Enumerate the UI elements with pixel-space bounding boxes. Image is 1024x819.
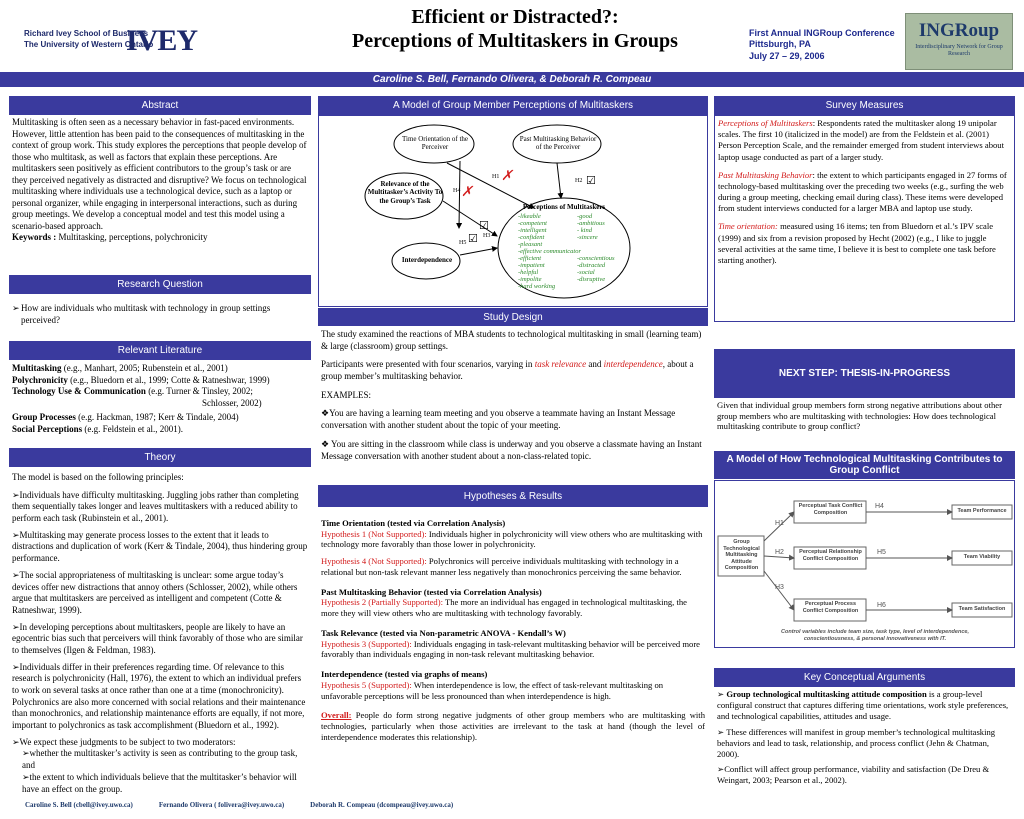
traits-right: [577, 213, 615, 290]
h2-arrow: [764, 556, 794, 558]
next-step-body: Given that individual group members form strong negative attributions about other group members who are multitasking with technologies: How does technological multitasking contribute to group conflict?: [717, 400, 1002, 432]
trait-item: -likeable: [518, 213, 541, 220]
abstract-heading: Abstract: [9, 96, 311, 115]
hypothesis-item: Hypothesis 3 (Supported): Individuals engaging in task-relevant multitasking behavior will be perceived more favorably than individuals engaging in non-task relevant multitasking behavior.: [321, 638, 700, 660]
literature-item: Social Perceptions (e.g. Feldstein et al., 2001).: [12, 423, 184, 434]
arrow-bullet-icon: ➢: [717, 689, 727, 699]
theory-heading: Theory: [9, 448, 311, 467]
hypotheses-heading: Hypotheses & Results: [318, 485, 708, 507]
h5-arrow: [460, 248, 497, 255]
arrow-bullet-icon: ➢: [12, 489, 20, 500]
theory-subpoint: ➢the extent to which individuals believe that the multitasker’s behavior will have an effect on the group.: [22, 771, 297, 794]
h2-label: H2: [775, 549, 784, 556]
conference-info: First Annual INGRoup Conference Pittsburgh, PA July 27 – 29, 2006: [749, 28, 895, 61]
key-args-heading: Key Conceptual Arguments: [714, 668, 1015, 687]
h1-label: H1: [775, 520, 784, 527]
team-performance-label: Team Performance: [957, 508, 1007, 514]
trait-item: -hard working: [518, 283, 556, 291]
literature-heading: Relevant Literature: [9, 341, 311, 360]
interdependence-label: Interdependence: [401, 256, 453, 264]
conflict-model-diagram: [714, 480, 1015, 648]
team-satisfaction-label: Team Satisfaction: [958, 606, 1006, 612]
trait-item: -disruptive: [577, 276, 606, 284]
hypothesis-item: Hypothesis 5 (Supported): When interdependence is low, the effect of task-relevant multitasking on unfavorable perceptions will be less pronounced than when interdependence is high.: [321, 679, 664, 701]
arrow-bullet-icon: ➢: [12, 661, 20, 672]
footer-contact-compeau[interactable]: Deborah R. Compeau (dcompeau@ivey.uwo.ca): [310, 801, 454, 809]
h3-arrow: [443, 201, 497, 236]
hypothesis-section-title: Time Orientation (tested via Correlation Analysis): [321, 518, 506, 528]
trait-item: - kind: [577, 227, 592, 235]
conflict-model-heading: A Model of How Technological Multitasking Contributes to Group Conflict: [714, 451, 1015, 479]
relevance-label: Relevance of the Multitasker’s Activity To the Group’s Task: [367, 180, 443, 205]
arrow-bullet-icon: ➢: [12, 621, 20, 632]
theory-point: ➢The social appropriateness of multitasking is unclear: some argue today’s devices offer new distractions that annoy others (Schlosser, 2002), while others argue that multitaskers are perceived as intelligent and competent (Cotte & Ratneshwar, 1999).: [12, 569, 298, 615]
team-viability-label: Team Viability: [963, 554, 1001, 560]
poster-title: Efficient or Distracted?: Perceptions of Multitaskers in Groups: [352, 6, 678, 53]
h5-label: H5: [877, 549, 886, 556]
perceptions-label: Perceptions of Multitaskers: [522, 203, 606, 211]
literature-item: Technology Use & Communication (e.g. Turner & Tinsley, 2002;: [12, 386, 253, 397]
literature-body: [9, 361, 311, 437]
supported-check-icon: ☑: [479, 219, 489, 232]
model-heading: A Model of Group Member Perceptions of Multitaskers: [318, 96, 708, 115]
supported-check-icon: ☑: [586, 174, 596, 187]
ingroup-logo: INGRoup Interdisciplinary Network for Group Research: [905, 13, 1013, 70]
research-question-heading: Research Question: [9, 275, 311, 294]
trait-item: [577, 248, 615, 255]
trait-item: -conscientious: [577, 255, 615, 263]
theory-point: ➢Individuals differ in their preferences regarding time. Of relevance to this research is polychronicity (Hall, 1976), the extent to which an individual prefers to work on several tasks at once rather than one at a time (monochronicity). Polychronics are also more concerned with social relations and their maintenance than monochronics, and relationship maintenance efforts are equally, if not more, important to polychronics as task accomplishment (Bluedorn et al., 1992).: [12, 661, 306, 731]
h1-label: H1: [492, 174, 500, 180]
abstract-body: Multitasking is often seen as a necessary behavior in fast-paced environments. However, little attention has been paid to the consequences of multitasking in the context of group work. This study explores the perceptions that people develop of those who multitask, as well as factors that explain these perceptions. Are multitaskers seen positively as efficient contributors to the group’s task or are they perceived negatively as distracted and disruptive? We focus on technological multitasking where individuals use a technological device, such as a laptop or personal organizer, while engaging in interpersonal interactions, such as during group meetings. We develop a conceptual model and test this model using a scenario-based approach. Keywords : Multitasking, perceptions, polychronicity: [12, 117, 307, 243]
trait-item: -pleasant: [518, 241, 543, 249]
trait-item: -effective communicator: [518, 248, 581, 256]
ivey-logo: IVEY: [126, 24, 198, 57]
arrow-bullet-icon: ➢: [12, 569, 20, 580]
footer-contact-bell[interactable]: Caroline S. Bell (cbell@ivey.uwo.ca): [25, 801, 133, 809]
theory-body: The model is based on the following principles: ➢Individuals have difficulty multitasking. Juggling jobs rather than completing them sequentially takes longer and leaves multitaskers with a reduced ability to perform each task (Rubinstein et al., 2001). ➢Multitasking may generate process losses to the extent that it leads to distractions and duplication of work (Kerr & Tindale, 2004), thus hindering group performance. ➢The social appropriateness of multitasking is unclear: some argue today’s devices offer new distractions that annoy others (Schlosser, 2002), while others argue that multitaskers are perceived as intelligent and competent (Cotte & Ratneshwar, 1999). ➢In developing perceptions about multitaskers, people are likely to have an egocentric bias such that perceivers will think favorably of those who are similar to themselves (Ilgen & Feldman, 1983). ➢Individuals differ in their preferences regarding time. Of relevance to this research is polychronicity (Hall, 1976), the extent to which an individual prefers to work on several tasks at once rather than one at a time (monochronicity). Polychronics are also more concerned with social relations and their maintenance than monochronics, and relationship maintenance efforts are equally, if not more, important to polychronics as task accomplishment (Bluedorn et al., 1992). ➢We expect these judgments to be subject to two moderators: ➢whether the multitasker’s activity is seen as contributing to the group task, and ➢the extent to which individuals believe that the multitasker’s behavior will have an effect on the group.: [12, 472, 308, 794]
literature-item: Group Processes (e.g. Hackman, 1987; Kerr & Tindale, 2004): [12, 412, 239, 423]
literature-item: Multitasking (e.g., Manhart, 2005; Rubenstein et al., 2001): [12, 363, 228, 373]
arrow-bullet-icon: ➢: [22, 771, 30, 782]
research-question-body: ➢ How are individuals who multitask with technology in group settings perceived?: [12, 303, 271, 325]
theory-point: ➢In developing perceptions about multitaskers, people are likely to have an egocentric bias such that perceivers will think favorably of those who are similar to themselves (Ilgen & Feldman, 1983).: [12, 621, 303, 655]
trait-item: -good: [577, 213, 593, 220]
trait-item: -distracted: [577, 262, 606, 270]
traits-left: [518, 213, 581, 290]
task-conflict-label: Perceptual Task Conflict Composition: [798, 503, 863, 516]
hypothesis-item: Hypothesis 1 (Not Supported): Individuals higher in polychronicity will view others who are multitasking with technology more favorably than those lower in polychronicity.: [321, 528, 703, 550]
study-design-heading: Study Design: [318, 308, 708, 326]
h6-label: H6: [877, 602, 886, 609]
footer-contacts: [25, 801, 825, 809]
not-supported-x-icon: ✗: [461, 185, 473, 200]
literature-item: Polychronicity (e.g., Bluedorn et al., 1999; Cotte & Ratneshwar, 1999): [12, 374, 270, 385]
hypothesis-section-title: Interdependence (tested via graphs of means): [321, 669, 488, 680]
theory-point: ➢Multitasking may generate process losses to the extent that it leads to distractions and duplication of work (Kerr & Tindale, 2004), thus hindering group performance.: [12, 529, 308, 564]
trait-item: -intelligent: [518, 227, 547, 235]
study-design-body: The study examined the reactions of MBA students to technological multitasking in small (learning team) & large (classroom) group settings. Participants were presented with four scenarios, varying in task relevance and interdependence, about a group member’s multitasking behavior. EXAMPLES: ❖You are having a learning team meeting and you observe a teammate having an Instant Message conversation with another student about the topic of your meeting. ❖ You are sitting in the classroom while class is underway and you observe a classmate having an Instant Message conversation with another student about a non-class-related topic.: [321, 329, 702, 461]
arrow-bullet-icon: ➢: [717, 726, 725, 737]
hypothesis-section-title: Past Multitasking Behavior (tested via Correlation Analysis): [321, 586, 542, 597]
ivey-school-name: Richard Ivey School of Business The University of Western Ontario: [24, 29, 154, 49]
past-behavior-label: Past Multitasking Behavior of the Perceiver: [519, 135, 597, 152]
arrow-bullet-icon: ➢: [12, 736, 20, 747]
trait-item: -ambitious: [577, 220, 605, 228]
survey-heading: Survey Measures: [714, 96, 1015, 115]
trait-item: -efficient: [518, 255, 542, 263]
h5-label: H5: [459, 240, 467, 246]
supported-check-icon: ☑: [468, 232, 478, 245]
trait-item: -competent: [518, 220, 547, 228]
h3-label: H3: [483, 233, 491, 239]
trait-item: [577, 283, 615, 290]
source-label: Group Technological Multitasking Attitude Composition: [723, 539, 760, 572]
trait-item: -impolite: [518, 276, 542, 284]
process-conflict-label: Perceptual Process Conflict Composition: [802, 601, 859, 614]
arrow-bullet-icon: ➢: [12, 303, 20, 313]
theory-point: ➢Individuals have difficulty multitasking. Juggling jobs rather than completing them sequentially takes longer and leaves multitaskers with a reduced ability to perform each task (Rubinstein et al., 2001).: [12, 489, 299, 524]
diamond-bullet-icon: ❖: [321, 408, 330, 419]
h3-label: H3: [775, 584, 784, 591]
arrow-bullet-icon: ➢: [22, 748, 30, 759]
h4-label: H4: [453, 188, 461, 194]
key-args-body: ➢ Group technological multitasking attitude composition is a group-level configural construct that captures differing time orientations, work style preferences, and technological capabilities, attitudes and usage. ➢ These differences will manifest in group member’s technological multitasking behaviors and lead to task, relationship, and process conflict (Jehn & Chatman, 2000). ➢Conflict will affect group performance, viability and satisfaction (De Dreu & Weingart, 2003; Pearson et al., 2002).: [717, 689, 1009, 786]
hypothesis-item: Hypothesis 4 (Not Supported): Polychronics will perceive individuals multitasking with technology in a relational but non-task relevant manner less negatively than monochronics perceiving the same behavior.: [321, 556, 682, 577]
not-supported-x-icon: ✗: [501, 169, 513, 184]
control-variables-note: Control variables include team size, task type, level of interdependence, conscientiousness, & personal innovativeness with IT.: [781, 629, 969, 642]
next-step-heading: NEXT STEP: THESIS-IN-PROGRESS: [714, 349, 1015, 398]
diamond-bullet-icon: ❖: [321, 438, 330, 449]
trait-item: -impatient: [518, 262, 545, 270]
arrow-bullet-icon: ➢: [717, 764, 725, 775]
trait-item: -confident: [518, 234, 545, 242]
trait-item: -social: [577, 269, 595, 277]
h4-arrow: [459, 161, 460, 228]
hypothesis-item: Hypothesis 2 (Partially Supported): The more an individual has engaged in technological multitasking, the more they will view others who are multitasking with technology favorably.: [321, 597, 687, 619]
theory-subpoint: ➢whether the multitasker’s activity is seen as contributing to the group task, and: [22, 748, 298, 771]
trait-item: [577, 241, 615, 248]
authors-bar: Caroline S. Bell, Fernando Olivera, & Deborah R. Compeau: [0, 72, 1024, 87]
arrow-bullet-icon: ➢: [12, 529, 20, 540]
h2-arrow: [557, 163, 561, 198]
model-diagram: [318, 115, 708, 307]
trait-item: -sincere: [577, 234, 598, 242]
literature-item: Schlosser, 2002): [202, 397, 262, 408]
theory-point: ➢We expect these judgments to be subject to two moderators:: [12, 736, 236, 747]
trait-item: -helpful: [518, 269, 539, 277]
footer-contact-olivera[interactable]: Fernando Olivera ( folivera@ivey.uwo.ca): [158, 801, 285, 809]
survey-body: Perceptions of Multitaskers: Respondents rated the multitasker along 19 unipolar scales. The first 10 (italicized in the model) are from the Feldstein et al. (2001) Person Perception Scale, and the remainder emerged from student interviews about laptop usage conducted as part of a larger study. Past Multitasking Behavior: the extent to which participants engaged in 27 forms of technology-based multitasking over the preceding two weeks (e.g., surfing the web during a group meeting, checking email during class). These items were developed from student interviews conducted for a larger MBA and laptop use study. Time orientation: measured using 16 items; ten from Bluedorn et al.’s IPV scale (1999) and six from a revision proposed by Hecht (2002) (e.g., I like to juggle several activities at the same time, I believe it is best to complete one task before starting another).: [714, 115, 1015, 322]
time-orientation-label: Time Orientation of the Perceiver: [401, 135, 469, 152]
h2-label: H2: [575, 178, 583, 184]
hypotheses-body: Time Orientation (tested via Correlation Analysis) Hypothesis 1 (Not Supported): Individuals higher in polychronicity will view others who are multitasking with technology more favorably than those lower in polychronicity. Hypothesis 4 (Not Supported): Polychronics will perceive individuals multitasking with technology in a relational but non-task relevant manner less negatively than monochronics perceiving the same behavior. Past Multitasking Behavior (tested via Correlation Analysis) Hypothesis 2 (Partially Supported): The more an individual has engaged in technological multitasking, the more they will view others who are multitasking with technology favorably. Task Relevance (tested via Non-parametric ANOVA - Kendall’s W) Hypothesis 3 (Supported): Individuals engaging in task-relevant multitasking behavior will be perceived more favorably than individuals engaging in non-task relevant multitasking behavior. Interdependence (tested via graphs of means) Hypothesis 5 (Supported): When interdependence is low, the effect of task-relevant multitasking on unfavorable perceptions will be less pronounced than when interdependence is high. Overall: People do form strong negative judgments of other group members who are multitasking with technologies, particularly when those activities are irrelevant to the task at hand (though the level of interdependence moderates this relationship).: [321, 518, 705, 742]
model-svg: [319, 116, 707, 306]
hypothesis-section-title: Task Relevance (tested via Non-parametric ANOVA - Kendall’s W): [321, 627, 566, 638]
h4-label: H4: [875, 503, 884, 510]
relationship-conflict-label: Perceptual Relationship Conflict Composition: [799, 549, 862, 562]
